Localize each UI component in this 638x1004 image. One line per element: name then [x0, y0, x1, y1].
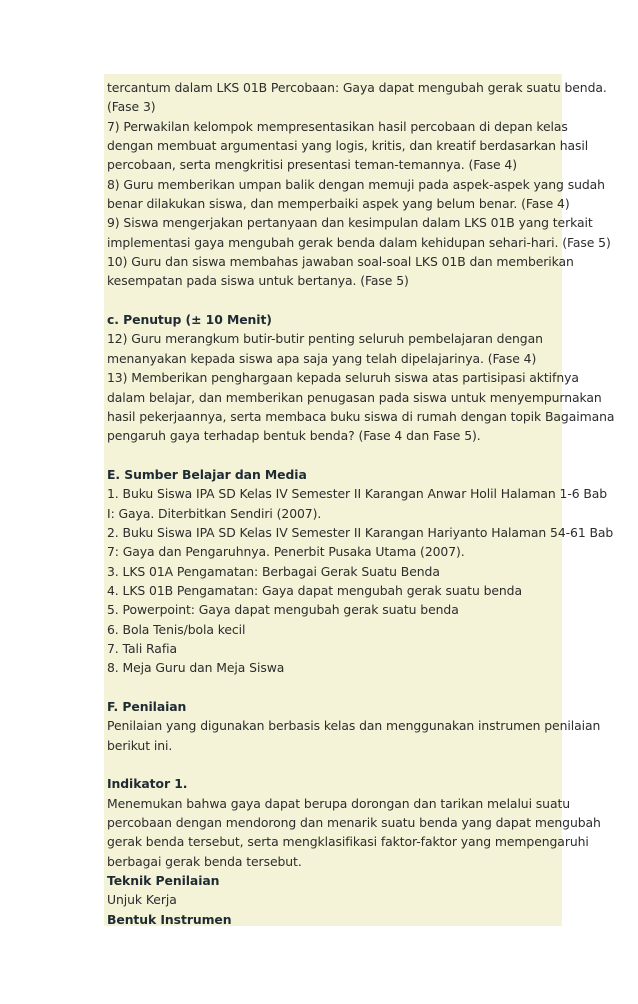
text-line: 8. Meja Guru dan Meja Siswa — [107, 660, 285, 676]
text-line: implementasi gaya mengubah gerak benda dalam kehidupan sehari-hari. (Fase 5) — [107, 234, 611, 250]
text-line: hasil pekerjaannya, serta membaca buku siswa di rumah dengan topik Bagaimana — [107, 408, 615, 424]
text-line: berbagai gerak benda tersebut. — [107, 853, 302, 869]
text-line: 6. Bola Tenis/bola kecil — [107, 621, 246, 637]
document-text-block — [104, 74, 615, 927]
text-line: percobaan dengan mendorong dan menarik suatu benda yang dapat mengubah — [107, 815, 601, 831]
text-line: tercantum dalam LKS 01B Percobaan: Gaya dapat mengubah gerak suatu benda. — [107, 80, 607, 95]
text-line: 7) Perwakilan kelompok mempresentasikan hasil percobaan di depan kelas — [107, 118, 568, 134]
text-line: menanyakan kepada siswa apa saja yang telah dipelajarinya. (Fase 4) — [107, 350, 537, 366]
blank-line — [107, 678, 558, 697]
blank-line — [107, 755, 558, 774]
text-line: gerak benda tersebut, serta mengklasifikasi faktor-faktor yang mempengaruhi — [107, 834, 589, 850]
section-heading: Teknik Penilaian — [107, 873, 220, 889]
text-line: Menemukan bahwa gaya dapat berupa dorongan dan tarikan melalui suatu — [107, 795, 571, 811]
section-heading: Bentuk Instrumen — [107, 911, 232, 927]
section-heading: Indikator 1. — [107, 776, 188, 792]
text-line: 5. Powerpoint: Gaya dapat mengubah gerak suatu benda — [107, 602, 459, 618]
text-line: 3. LKS 01A Pengamatan: Berbagai Gerak Suatu Benda — [107, 563, 440, 579]
text-line: benar dilakukan siswa, dan memperbaiki aspek yang belum benar. (Fase 4) — [107, 196, 570, 212]
text-line: 13) Memberikan penghargaan kepada seluruh siswa atas partisipasi aktifnya — [107, 370, 579, 386]
text-line: 12) Guru merangkum butir-butir penting seluruh pembelajaran dengan — [107, 331, 543, 347]
text-line: dalam belajar, dan memberikan penugasan pada siswa untuk menyempurnakan — [107, 389, 602, 405]
text-line: (Fase 3) — [107, 99, 156, 115]
text-line: pengaruh gaya terhadap bentuk benda? (Fase 4 dan Fase 5). — [107, 428, 481, 444]
text-line: 7. Tali Rafia — [107, 640, 177, 656]
text-line: Penilaian yang digunakan berbasis kelas dan menggunakan instrumen penilaian — [107, 718, 601, 734]
text-line: I: Gaya. Diterbitkan Sendiri (2007). — [107, 505, 322, 521]
text-line: 1. Buku Siswa IPA SD Kelas IV Semester II Karangan Anwar Holil Halaman 1-6 Bab — [107, 486, 608, 502]
text-line: 10) Guru dan siswa membahas jawaban soal-soal LKS 01B dan memberikan — [107, 254, 574, 270]
text-line: 4. LKS 01B Pengamatan: Gaya dapat mengubah gerak suatu benda — [107, 582, 522, 598]
section-heading: F. Penilaian — [107, 699, 187, 714]
text-line: 2. Buku Siswa IPA SD Kelas IV Semester II Karangan Hariyanto Halaman 54-61 Bab — [107, 524, 614, 540]
text-line: berikut ini. — [107, 737, 173, 753]
blank-line — [107, 446, 558, 465]
text-line: kesempatan pada siswa untuk bertanya. (Fase 5) — [107, 273, 409, 289]
section-heading: c. Penutup (± 10 Menit) — [107, 312, 272, 328]
text-line: dengan membuat argumentasi yang logis, kritis, dan kreatif berdasarkan hasil — [107, 138, 589, 154]
text-line: Unjuk Kerja — [107, 892, 177, 908]
section-heading: E. Sumber Belajar dan Media — [107, 466, 307, 482]
text-line: 8) Guru memberikan umpan balik dengan memuji pada aspek-aspek yang sudah — [107, 176, 605, 192]
text-line: 7: Gaya dan Pengaruhnya. Penerbit Pusaka Utama (2007). — [107, 544, 465, 560]
blank-line — [107, 291, 558, 310]
text-line: percobaan, serta mengkritisi presentasi teman-temannya. (Fase 4) — [107, 157, 517, 173]
text-line: 9) Siswa mengerjakan pertanyaan dan kesimpulan dalam LKS 01B yang terkait — [107, 215, 593, 231]
